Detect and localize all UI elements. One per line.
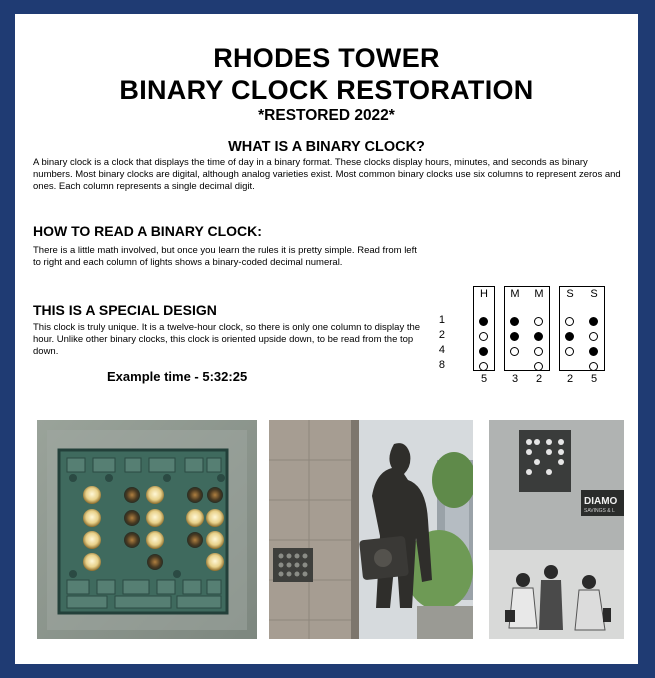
lit-dot xyxy=(479,347,488,356)
row-label: 2 xyxy=(438,329,445,341)
how-text: There is a little math involved, but once you learn the rules it is pretty simple. Read from left to right and each column of lights shows a binary-coded decimal numeral. xyxy=(33,245,417,268)
unlit-dot xyxy=(565,347,574,356)
what-heading: WHAT IS A BINARY CLOCK? xyxy=(228,139,425,155)
restored-subtitle: *RESTORED 2022* xyxy=(258,107,395,124)
lit-dot xyxy=(510,332,519,341)
statue-illustration xyxy=(269,420,473,639)
unlit-dot xyxy=(534,362,543,371)
lit-dot xyxy=(565,332,574,341)
row-label: 8 xyxy=(438,359,445,371)
clock-closeup-illustration xyxy=(37,420,257,639)
unlit-dot xyxy=(479,362,488,371)
special-heading: THIS IS A SPECIAL DESIGN xyxy=(33,302,217,318)
binary-clock-diagram xyxy=(433,284,613,394)
unlit-dot xyxy=(510,347,519,356)
sign-subtext: SAVINGS & L xyxy=(584,508,615,514)
unlit-dot xyxy=(534,347,543,356)
column-label-m: M xyxy=(510,288,520,300)
column-value: 2 xyxy=(566,373,574,385)
row-label: 4 xyxy=(438,344,445,356)
column-value: 5 xyxy=(480,373,488,385)
unlit-dot xyxy=(565,317,574,326)
special-text: This clock is truly unique. It is a twelve-hour clock, so there is only one column to display the hour. Unlike other binary clocks, this clock is oriented upside down, to be read from the top down. xyxy=(33,322,421,357)
column-value: 3 xyxy=(511,373,519,385)
column-value: 5 xyxy=(590,373,598,385)
how-heading: HOW TO READ A BINARY CLOCK: xyxy=(33,223,262,239)
column-label-s: S xyxy=(590,288,598,300)
street-scene-illustration xyxy=(489,420,624,639)
unlit-dot xyxy=(589,332,598,341)
statue-photo xyxy=(269,420,473,639)
example-time: Example time - 5:32:25 xyxy=(107,369,248,384)
row-label: 1 xyxy=(438,314,445,326)
poster-title xyxy=(15,42,638,106)
unlit-dot xyxy=(479,332,488,341)
column-label-h: H xyxy=(480,288,488,300)
unlit-dot xyxy=(589,362,598,371)
title-line-1: RHODES TOWER xyxy=(213,43,440,73)
lit-dot xyxy=(479,317,488,326)
clock-closeup-photo xyxy=(37,420,257,639)
unlit-dot xyxy=(534,317,543,326)
lit-dot xyxy=(510,317,519,326)
column-value: 2 xyxy=(535,373,543,385)
column-label-s: S xyxy=(566,288,574,300)
lit-dot xyxy=(589,347,598,356)
lit-dot xyxy=(534,332,543,341)
poster-panel xyxy=(15,14,638,664)
lit-dot xyxy=(589,317,598,326)
sign-text: DIAMO xyxy=(584,496,618,507)
column-label-m: M xyxy=(534,288,544,300)
title-line-2: BINARY CLOCK RESTORATION xyxy=(119,75,534,105)
what-text: A binary clock is a clock that displays the time of day in a binary format. These clocks display hours, minutes, and seconds as binary numbers. Most binary clocks are digital, although analog varieties exist. Most common binary clocks use six columns to represent zeros and ones. Each column represents a single decimal digit. xyxy=(33,157,621,192)
street-scene-photo xyxy=(489,420,624,639)
